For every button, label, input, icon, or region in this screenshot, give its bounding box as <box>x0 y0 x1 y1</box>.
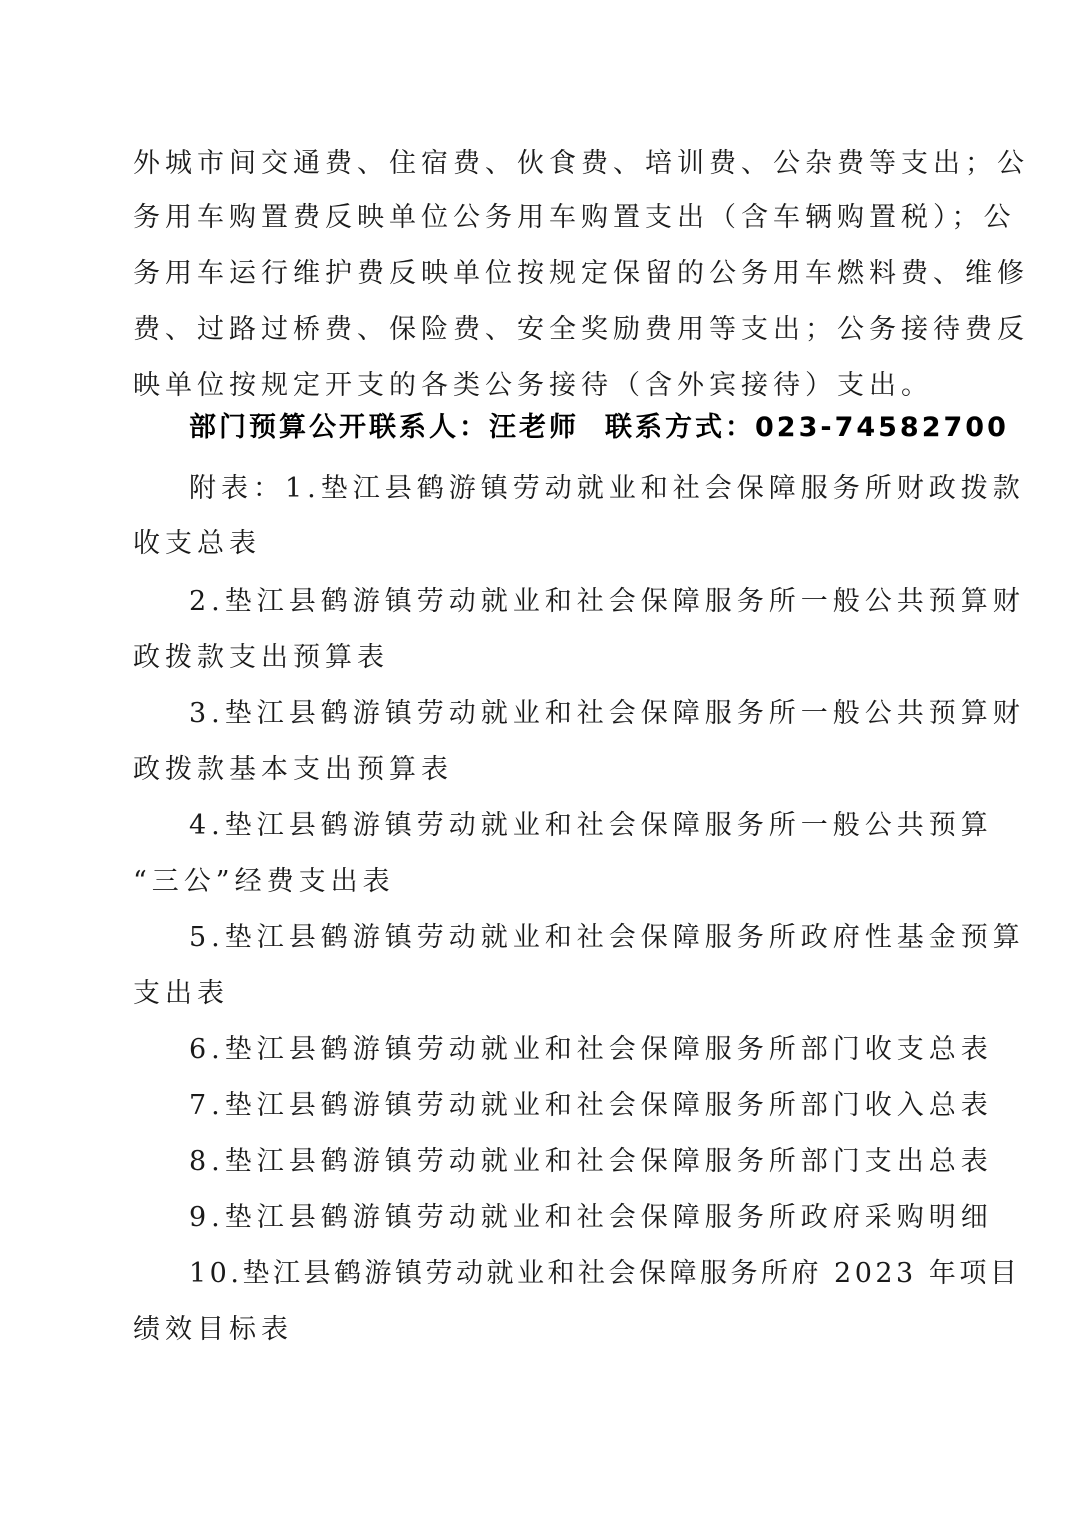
paragraph-line: 映单位按规定开支的各类公务接待（含外宾接待）支出。 <box>133 370 933 401</box>
paragraph-line: 务用车购置费反映单位公务用车购置支出（含车辆购置税）；公 <box>133 202 1016 233</box>
attachment-item-5-cont: 支出表 <box>133 978 229 1009</box>
attachment-item-3: 3.垫江县鹤游镇劳动就业和社会保障服务所一般公共预算财 <box>189 698 1025 729</box>
attachment-item-2: 2.垫江县鹤游镇劳动就业和社会保障服务所一般公共预算财 <box>189 586 1025 617</box>
attachment-item-9: 9.垫江县鹤游镇劳动就业和社会保障服务所政府采购明细 <box>189 1202 993 1233</box>
contact-method: 联系方式：023-74582700 <box>605 412 1009 443</box>
attachment-item-5: 5.垫江县鹤游镇劳动就业和社会保障服务所政府性基金预算 <box>189 922 1025 953</box>
attachment-item-10-cont: 绩效目标表 <box>133 1314 293 1345</box>
attachment-item-4-cont: “三公”经费支出表 <box>133 866 395 897</box>
attachment-item-6: 6.垫江县鹤游镇劳动就业和社会保障服务所部门收支总表 <box>189 1034 993 1065</box>
attachment-item-7: 7.垫江县鹤游镇劳动就业和社会保障服务所部门收入总表 <box>189 1090 993 1121</box>
attachment-item-1: 附表：1.垫江县鹤游镇劳动就业和社会保障服务所财政拨款 <box>189 473 1025 504</box>
contact-person: 部门预算公开联系人：汪老师 <box>189 412 579 443</box>
attachment-item-1-cont: 收支总表 <box>133 528 261 559</box>
contact-line <box>189 414 1009 441</box>
attachment-item-2-cont: 政拨款支出预算表 <box>133 642 389 673</box>
attachment-item-10: 10.垫江县鹤游镇劳动就业和社会保障服务所府 2023 年项目 <box>189 1258 1021 1289</box>
attachment-item-4: 4.垫江县鹤游镇劳动就业和社会保障服务所一般公共预算 <box>189 810 993 841</box>
attachment-item-3-cont: 政拨款基本支出预算表 <box>133 754 453 785</box>
attachment-item-8: 8.垫江县鹤游镇劳动就业和社会保障服务所部门支出总表 <box>189 1146 993 1177</box>
paragraph-line: 外城市间交通费、住宿费、伙食费、培训费、公杂费等支出；公 <box>133 148 1029 179</box>
paragraph-line: 务用车运行维护费反映单位按规定保留的公务用车燃料费、维修 <box>133 258 1029 289</box>
paragraph-line: 费、过路过桥费、保险费、安全奖励费用等支出；公务接待费反 <box>133 314 1029 345</box>
